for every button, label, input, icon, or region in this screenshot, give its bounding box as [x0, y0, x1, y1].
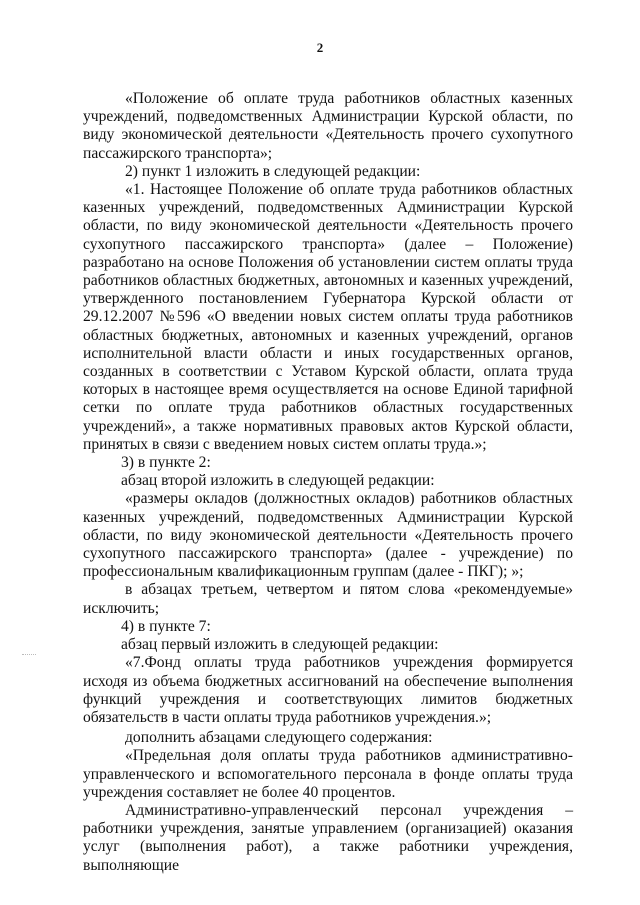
paragraph-11: дополнить абзацами следующего содержания:	[125, 729, 433, 747]
paragraph-2: 2) пункт 1 изложить в следующей редакции:	[125, 162, 421, 180]
paragraph-6: «размеры окладов (должностных окладов) работников областных казенных учреждений, подведомственных Администрации Курской области, по виду экономической деятельности «Деятельность прочего сухопутного пассажирского транспорта» (далее - учреждение) по профессиональным квалификационным группам (далее - ПКГ); »;	[83, 490, 573, 581]
paragraph-7: в абзацах третьем, четвертом и пятом слова «рекомендуемые» исключить;	[83, 581, 573, 617]
paragraph-8: 4) в пункте 7:	[121, 617, 211, 635]
scan-edge-mark	[22, 654, 36, 655]
paragraph-12: «Предельная доля оплаты труда работников административно-управленческого и вспомогательного персонала в фонде оплаты труда учреждения составляет не более 40 процентов.	[83, 747, 573, 801]
paragraph-13: Административно-управленческий персонал учреждения – работники учреждения, занятые управлением (организацией) оказания услуг (выполнения работ), а также работники учреждения, выполняющие	[83, 801, 573, 874]
paragraph-4: 3) в пункте 2:	[121, 454, 211, 472]
document-body	[83, 90, 573, 875]
paragraph-1: «Положение об оплате труда работников областных казенных учреждений, подведомственных Администрации Курской области, по виду экономической деятельности «Деятельность прочего сухопутного пассажирского транспорта»;	[83, 90, 573, 162]
paragraph-10: «7.Фонд оплаты труда работников учреждения формируется исходя из объема бюджетных ассигнований на обеспечение выполнения функций учреждения и соответствующих лимитов бюджетных обязательств в части оплаты труда работников учреждения.»;	[83, 654, 573, 726]
paragraph-9: абзац первый изложить в следующей редакции:	[121, 636, 439, 654]
paragraph-5: абзац второй изложить в следующей редакции:	[121, 472, 435, 490]
paragraph-3: «1. Настоящее Положение об оплате труда работников областных казенных учреждений, подведомственных Администрации Курской области, по виду экономической деятельности «Деятельность прочего сухопутного пассажирского транспорта» (далее – Положение) разработано на основе Положения об установлении систем оплаты труда работников областных бюджетных, автономных и казенных учреждений, утвержденного постановлением Губернатора Курской области от 29.12.2007 №596 «О введении новых систем оплаты труда работников областных бюджетных, автономных и казенных учреждений, органов исполнительной власти области и иных государственных органов, созданных в соответствии с Уставом Курской области, оплата труда которых в настоящее время осуществляется на основе Единой тарифной сетки по оплате труда работников областных государственных учреждений», а также нормативных правовых актов Курской области, принятых в связи с введением новых систем оплаты труда.»;	[83, 181, 573, 453]
page-number: 2	[316, 40, 324, 55]
